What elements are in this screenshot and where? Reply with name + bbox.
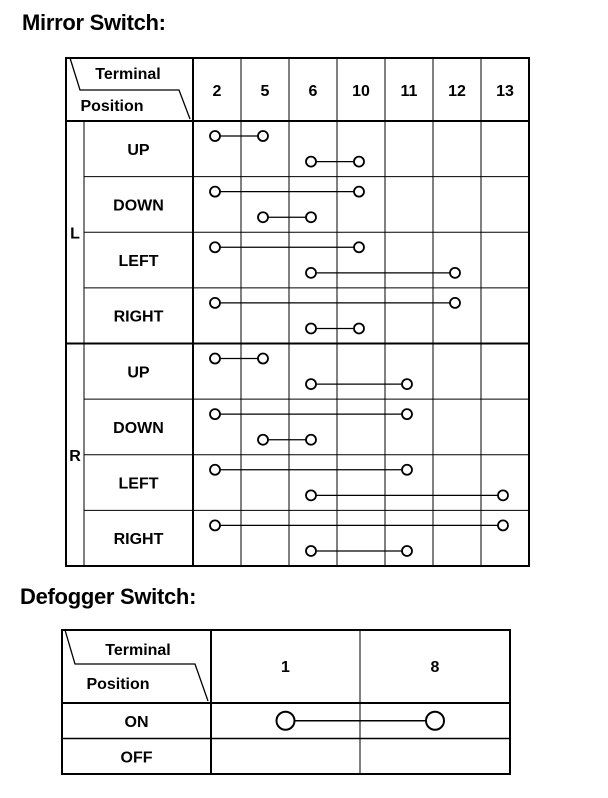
defogger-terminal-node-8 — [426, 712, 444, 730]
mirror-header-terminal-label: Terminal — [95, 66, 161, 83]
mirror-position-label: LEFT — [118, 253, 159, 271]
mirror-terminal-label-11: 11 — [400, 83, 418, 100]
mirror-side-label-L: L — [70, 225, 80, 243]
mirror-terminal-label-13: 13 — [496, 83, 514, 100]
mirror-position-label: RIGHT — [113, 531, 164, 549]
mirror-position-label: DOWN — [113, 419, 164, 437]
defogger-header-terminal-label: Terminal — [105, 642, 171, 659]
defogger-terminal-label-8: 8 — [430, 659, 440, 676]
mirror-position-label: RIGHT — [113, 308, 164, 326]
mirror-position-label: UP — [127, 364, 150, 382]
mirror-header-position-label: Position — [80, 98, 144, 115]
defogger-position-label: OFF — [120, 749, 153, 767]
defogger-terminal-label-1: 1 — [281, 659, 290, 676]
mirror-position-label: UP — [127, 141, 150, 159]
mirror-terminal-label-12: 12 — [448, 83, 466, 100]
mirror-side-label-R: R — [69, 447, 81, 465]
defogger-position-label: ON — [124, 713, 149, 731]
mirror-terminal-label-2: 2 — [212, 83, 222, 100]
defogger-header-position-label: Position — [86, 676, 150, 693]
mirror-terminal-label-5: 5 — [260, 83, 270, 100]
mirror-position-label: DOWN — [113, 197, 164, 215]
mirror-terminal-label-6: 6 — [308, 83, 318, 100]
defogger-switch-title: Defogger Switch: — [20, 584, 197, 609]
mirror-switch-title: Mirror Switch: — [22, 10, 166, 35]
mirror-terminal-label-10: 10 — [352, 83, 370, 100]
defogger-terminal-node-1 — [277, 712, 295, 730]
mirror-position-label: LEFT — [118, 475, 159, 493]
